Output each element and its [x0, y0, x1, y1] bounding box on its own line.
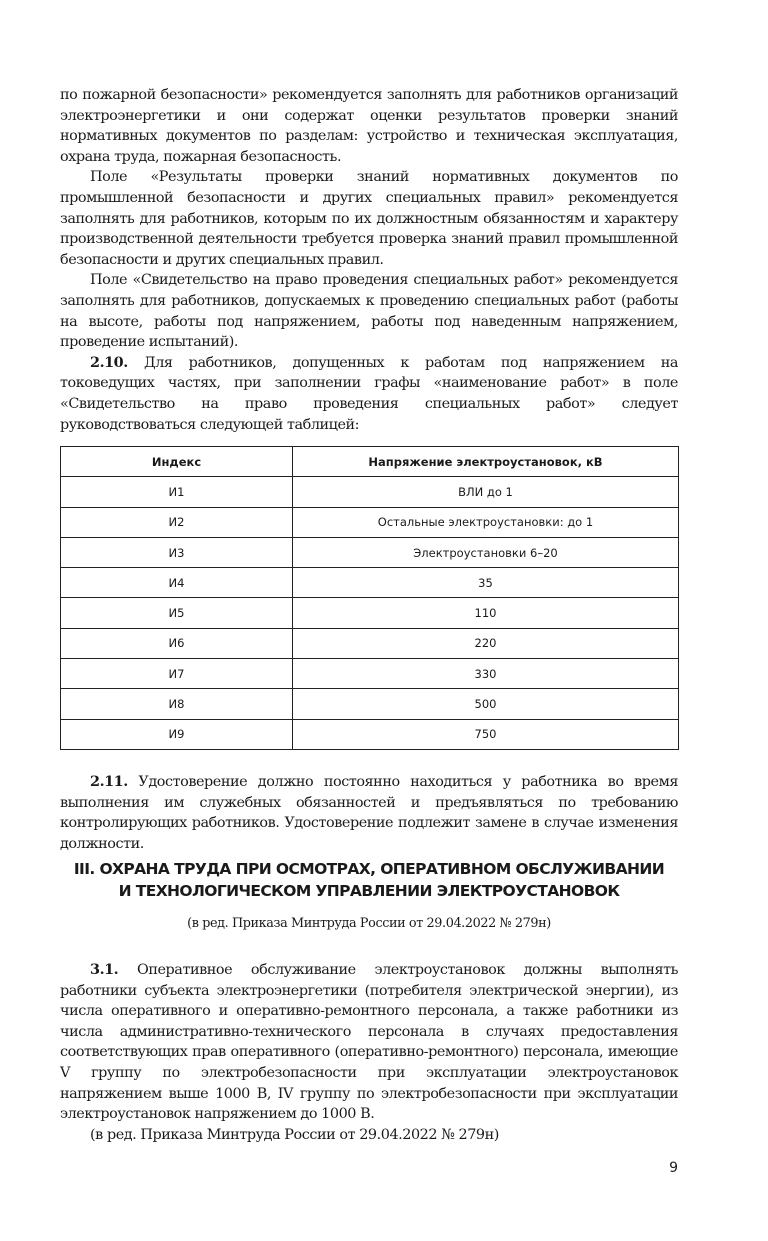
cell-index: И8 [61, 689, 293, 719]
table-row [61, 568, 679, 598]
table-row [61, 689, 679, 719]
section-amendment-note: (в ред. Приказа Минтруда России от 29.04.2022 № 279н) [187, 916, 551, 931]
table-row [61, 537, 679, 567]
table-row [61, 598, 679, 628]
cell-index: И2 [61, 507, 293, 537]
clause-2-11 [60, 772, 678, 854]
cell-index: И9 [61, 719, 293, 749]
table-row [61, 628, 679, 658]
paragraph-fire-safety: по пожарной безопасности» рекомендуется заполнять для работников организаций электроэнергетики и они содержат оценки результатов проверки знаний нормативных документов по разделам: устройство и техническая эксплуатация, охрана труда, пожарная безопасность. [60, 87, 678, 165]
clause-text: Удостоверение должно постоянно находиться у работника во время выполнения им служебных обязанностей и предъявляться по требованию контролирующих работников. Удостоверение подлежит замене в случае изменения должности. [60, 774, 678, 852]
paragraph-special-works: Поле «Свидетельство на право проведения специальных работ» рекомендуется заполнять для работников, допускаемых к проведению специальных работ (работы на высоте, работы под напряжением, работы под наведенным напряжением, проведение испытаний). [60, 272, 678, 351]
table-row [61, 719, 679, 749]
table-row [61, 659, 679, 689]
clause-2-10 [60, 353, 678, 435]
cell-voltage: 110 [293, 598, 679, 628]
clause-number: 2.11. [90, 773, 128, 790]
section-heading [60, 858, 678, 902]
clause-number: 2.10. [90, 353, 128, 371]
cell-voltage: 220 [293, 628, 679, 658]
page-number: 9 [669, 1160, 678, 1176]
cell-index: И6 [61, 628, 293, 658]
cell-voltage: 330 [293, 659, 679, 689]
cell-voltage: 35 [293, 568, 679, 598]
cell-index: И7 [61, 659, 293, 689]
cell-voltage: Остальные электроустановки: до 1 [293, 507, 679, 537]
cell-voltage: 500 [293, 689, 679, 719]
cell-index: И3 [61, 537, 293, 567]
clause-3-1-block [60, 960, 678, 1145]
table-row [61, 507, 679, 537]
table-header-row [61, 447, 679, 477]
cell-index: И5 [61, 598, 293, 628]
clause-3-1 [60, 960, 678, 1125]
voltage-index-table [60, 446, 679, 750]
cell-voltage: Электроустановки 6–20 [293, 537, 679, 567]
clause-text: Оперативное обслуживание электроустановок должны выполнять работники субъекта электроэнергетики (потребителя электрической энергии), из числа оперативного и оперативно-ремонтного персонала, а также работники из числа административно-технического персонала в случаях предоставления соответствующих прав оперативного (оперативно-ремонтного) персонала, имеющие V группу по электробезопасности при эксплуатации электроустановок напряжением выше 1000 В, IV группу по электробезопасности при эксплуатации электроустановок напряжением до 1000 В. [60, 962, 678, 1123]
header-voltage: Напряжение электроустановок, кВ [293, 447, 679, 477]
clause-text: Для работников, допущенных к работам под напряжением на токоведущих частях, при заполнении графы «наименование работ» в поле «Свидетельство на право проведения специальных работ» следует руководствоваться следующей таблицей: [60, 354, 678, 433]
clause-number: 3.1. [90, 961, 119, 978]
section-heading-line2: И ТЕХНОЛОГИЧЕСКОМ УПРАВЛЕНИИ ЭЛЕКТРОУСТАНОВОК [118, 882, 620, 900]
top-text-block [60, 85, 678, 435]
cell-voltage: ВЛИ до 1 [293, 477, 679, 507]
table-row [61, 477, 679, 507]
clause-2-11-block [60, 772, 678, 854]
paragraph-industrial-safety: Поле «Результаты проверки знаний нормативных документов по промышленной безопасности и других специальных правил» рекомендуется заполнять для работников, которым по их должностным обязанностям и характеру производственной деятельности требуется проверка знаний правил промышленной безопасности и других специальных правил. [60, 169, 678, 268]
cell-voltage: 750 [293, 719, 679, 749]
header-index: Индекс [61, 447, 293, 477]
clause-3-1-amendment-note: (в ред. Приказа Минтруда России от 29.04.2022 № 279н) [90, 1126, 499, 1143]
cell-index: И4 [61, 568, 293, 598]
cell-index: И1 [61, 477, 293, 507]
section-heading-line1: III. ОХРАНА ТРУДА ПРИ ОСМОТРАХ, ОПЕРАТИВНОМ ОБСЛУЖИВАНИИ [73, 860, 665, 878]
